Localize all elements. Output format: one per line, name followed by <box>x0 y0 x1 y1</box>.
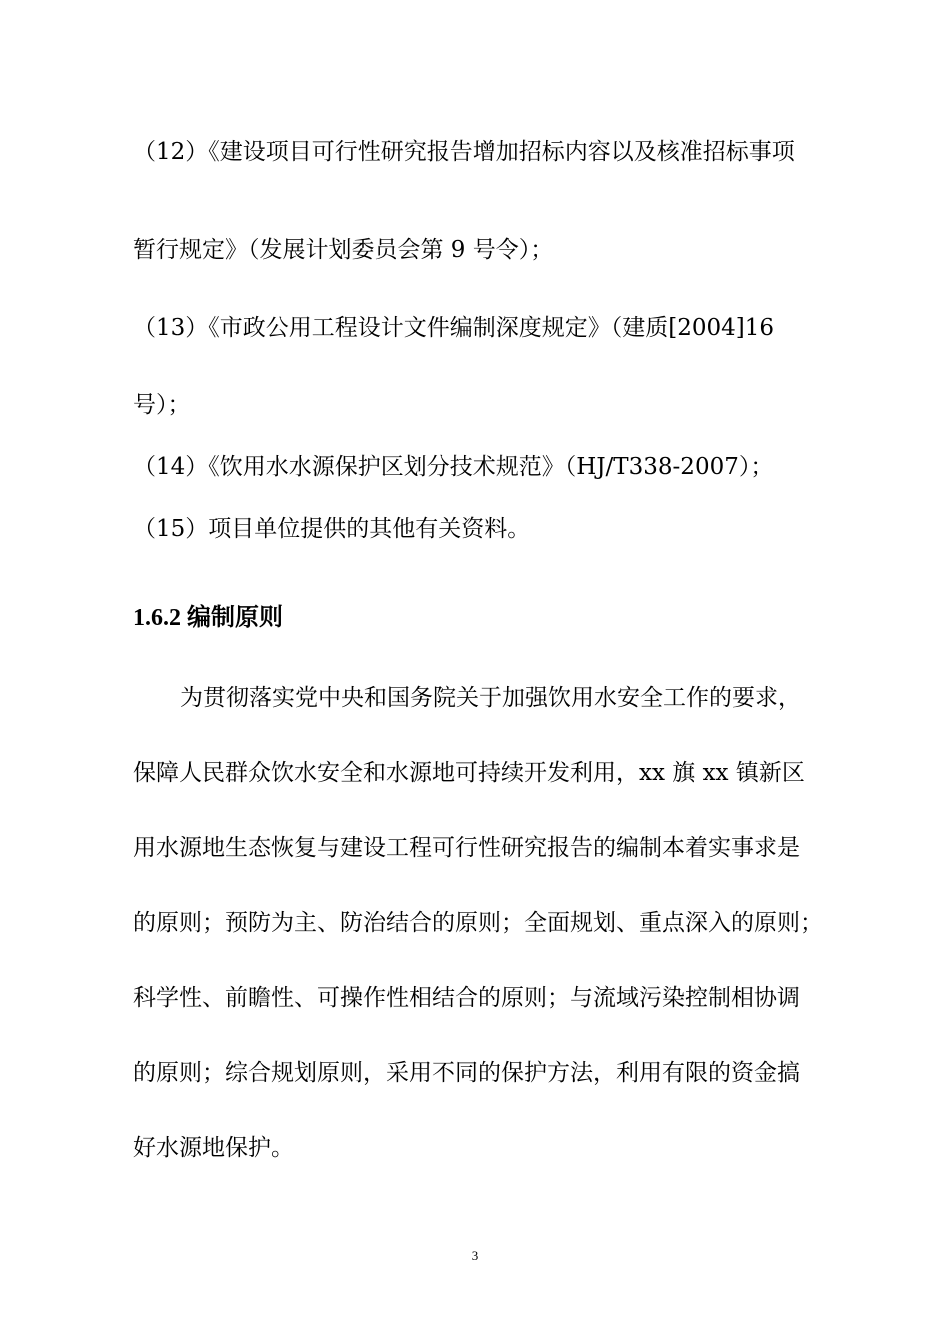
reference-14: （14）《饮用水水源保护区划分技术规范》（HJ/T338-2007）； <box>133 454 774 480</box>
paragraph-line-4: 的原则；预防为主、防治结合的原则；全面规划、重点深入的原则； <box>133 910 823 936</box>
paragraph-line-7: 好水源地保护。 <box>133 1135 294 1161</box>
paragraph-line-2: 保障人民群众饮水安全和水源地可持续开发利用，xx 旗 xx 镇新区 <box>133 760 805 786</box>
paragraph-line-5: 科学性、前瞻性、可操作性相结合的原则；与流域污染控制相协调 <box>133 985 800 1011</box>
section-heading: 1.6.2 编制原则 <box>133 605 283 631</box>
reference-15: （15）项目单位提供的其他有关资料。 <box>133 516 531 542</box>
reference-13-line-1: （13）《市政公用工程设计文件编制深度规定》（建质[2004]16 <box>133 315 775 341</box>
page-number: 3 <box>471 1248 479 1263</box>
reference-12-line-1: （12）《建设项目可行性研究报告增加招标内容以及核准招标事项 <box>133 139 795 165</box>
paragraph-line-1: 为贯彻落实党中央和国务院关于加强饮用水安全工作的要求， <box>180 685 801 711</box>
reference-12-line-2: 暂行规定》（发展计划委员会第 9 号令）； <box>133 237 554 263</box>
paragraph-line-6: 的原则；综合规划原则，采用不同的保护方法，利用有限的资金搞 <box>133 1060 800 1086</box>
paragraph-line-3: 用水源地生态恢复与建设工程可行性研究报告的编制本着实事求是 <box>133 835 800 861</box>
reference-13-line-2: 号）； <box>133 392 191 418</box>
